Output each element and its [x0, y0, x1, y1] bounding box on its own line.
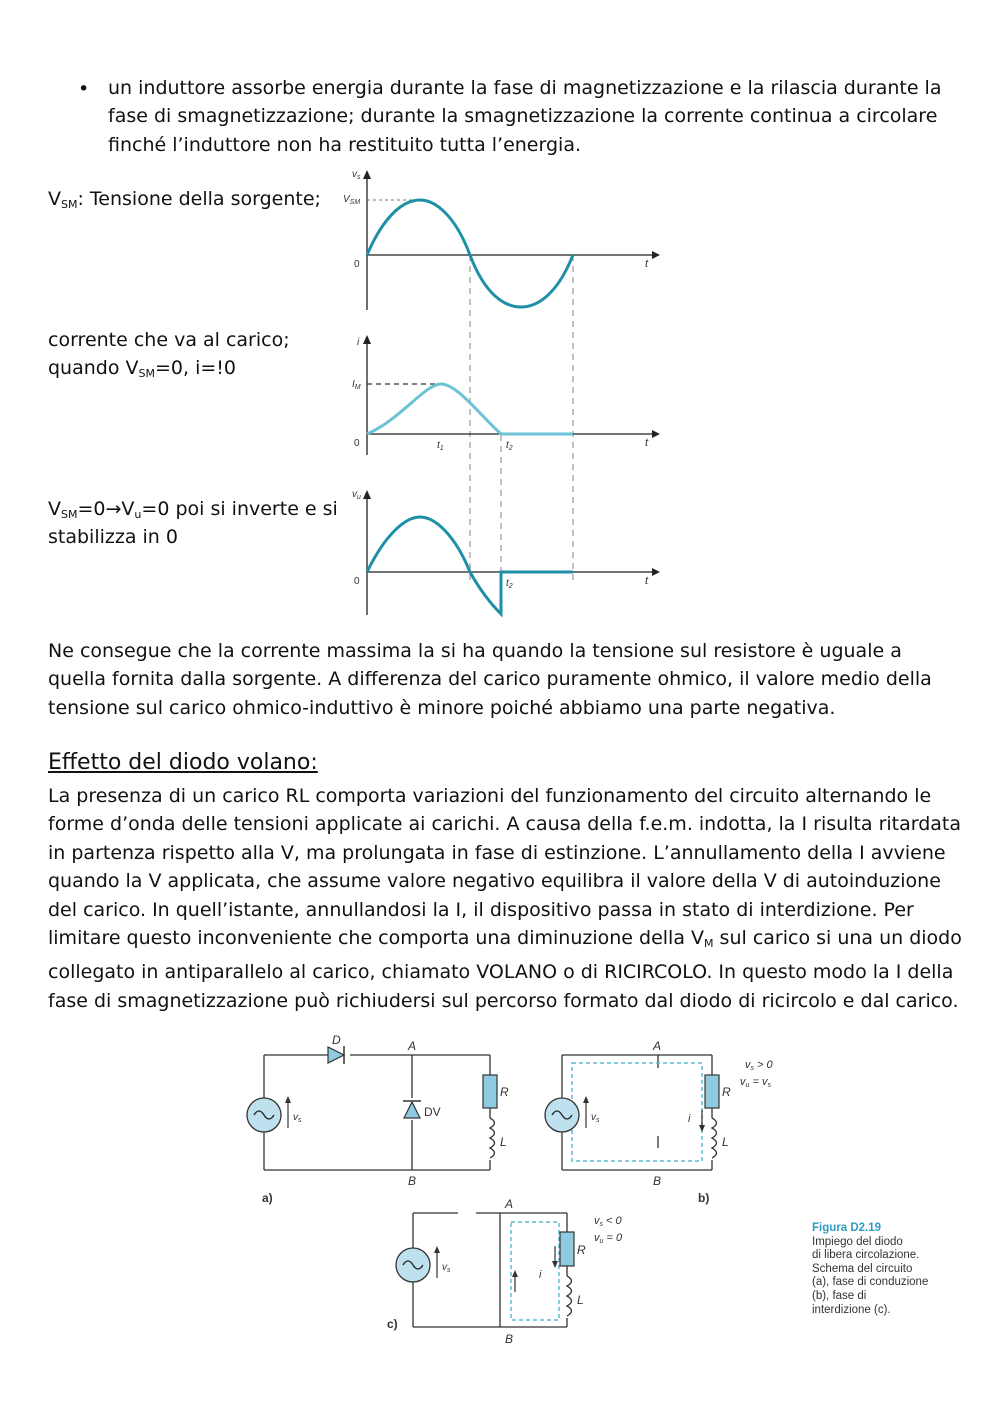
svg-text:t1: $t_1$ [437, 440, 444, 452]
figure-caption-title: Figura D2.19 [812, 1222, 882, 1234]
svg-text:vu = 0: vu = 0 [594, 1232, 623, 1245]
circuit-a-labels [262, 1033, 509, 1205]
circuit-b-parts [545, 1075, 719, 1158]
figure-caption [812, 1222, 972, 1317]
svg-text:L: L [722, 1135, 729, 1149]
svg-text:0: 0 [354, 438, 360, 449]
svg-text:vu: $v_u$ [352, 489, 361, 501]
svg-text:B: B [408, 1174, 417, 1188]
svg-text:i: i [357, 337, 360, 348]
svg-text:vs: $v_s$ [293, 1112, 302, 1124]
svg-text:R: R [577, 1243, 586, 1257]
paragraph-conclusion: Ne consegue che la corrente massima la si ha quando la tensione sul resistore è uguale a quella fornita dalla sorgente. A differenza del carico puramente ohmico, il valore medio della tensione sul carico ohmico-induttivo è minore poiché abbiamo una parte negativa. [48, 640, 932, 719]
svg-text:vs: $v_s$ [442, 1262, 451, 1274]
source-voltage-plot [343, 169, 660, 310]
waveform-diagram [330, 165, 670, 620]
label-load-current-2: quando $V_{SM}=0$, i=!0 [48, 357, 236, 380]
figure-caption-line: interdizione (c). [812, 1303, 891, 1316]
load-current-plot [352, 335, 660, 455]
svg-text:0: 0 [354, 576, 360, 587]
svg-text:vs > 0: vs > 0 [745, 1059, 773, 1072]
figure-caption-line: (a), fase di conduzione [812, 1276, 929, 1289]
svg-text:D: D [332, 1033, 341, 1047]
circuit-c-parts [396, 1232, 574, 1316]
svg-text:A: A [408, 1039, 417, 1053]
svg-text:t: t [645, 575, 649, 587]
svg-text:t2: $t_2$ [506, 578, 513, 590]
svg-text:IM: $I_M$ [352, 379, 361, 391]
svg-text:vs: $v_s$ [352, 169, 361, 181]
figure-caption-line: Impiego del diodo [812, 1235, 903, 1248]
output-voltage-plot [352, 489, 660, 615]
svg-text:B: B [505, 1332, 514, 1346]
circuit-c-current-loop [511, 1222, 559, 1320]
svg-text:0: 0 [354, 259, 360, 270]
label-output-voltage-1: $V_{SM}=0\to V_u=0$ poi si inverte e si [48, 498, 338, 521]
svg-text:A: A [505, 1197, 514, 1211]
paragraph-flyback-diode: La presenza di un carico RL comporta variazioni del funzionamento del circuito alternando le forme d’onda delle tensioni applicate ai carichi. A causa della f.e.m. indotta, la I risulta ritardata in partenza rispetto alla V, ma prolungata in fase di estinzione. L’annullamento della I avviene quando la V applicata, che assume valore negativo equilibra il valore della V di autoinduzione del carico. In quell’istante, annullandosi la I, il dispositivo passa in stato di interdizione. Per limitare questo inconveniente che comporta una diminuzione della $V_M$ sul carico si una un diodo collegato in antiparallelo al carico, chiamato VOLANO o di RICIRCOLO. In questo modo la I della fase di smagnetizzazione può richiudersi sul percorso formato dal diodo di ricircolo e dal carico. [48, 785, 962, 1012]
svg-text:A: A [653, 1039, 662, 1053]
svg-text:c): c) [387, 1317, 398, 1331]
circuit-diagrams [240, 1030, 800, 1350]
circuit-a-parts [247, 1046, 497, 1158]
svg-text:VSM: $V_{SM}$ [343, 194, 361, 206]
bullet-text: un induttore assorbe energia durante la fase di magnetizzazione e la rilascia durante la fase di smagnetizzazione; durante la smagnetizzazione la corrente continua a circolare finché l’induttore non ha restituito tutta l’energia. [108, 77, 942, 156]
svg-text:L: L [500, 1135, 507, 1149]
svg-text:vs: $v_s$ [591, 1112, 600, 1124]
circuit-b-labels [591, 1039, 774, 1205]
svg-text:t2: $t_2$ [506, 440, 513, 452]
svg-text:vu = vs: vu = vs [740, 1076, 771, 1089]
figure-caption-line: (b), fase di [812, 1289, 867, 1302]
svg-text:t: t [645, 437, 649, 449]
svg-text:b): b) [698, 1191, 710, 1205]
circuit-c [413, 1213, 567, 1327]
label-source-voltage: $V_{SM}$: Tensione della sorgente; [48, 188, 321, 211]
svg-text:L: L [577, 1293, 584, 1307]
figure-caption-line: di libera circolazione. [812, 1249, 920, 1262]
svg-text:B: B [653, 1174, 662, 1188]
label-output-voltage-2: stabilizza in 0 [48, 526, 178, 548]
figure-caption-line: Schema del circuito [812, 1262, 913, 1275]
bullet-symbol: • [78, 78, 90, 100]
svg-text:R: R [500, 1085, 509, 1099]
svg-text:DV: DV [424, 1105, 441, 1119]
section-heading: Effetto del diodo volano: [48, 750, 318, 775]
svg-text:t: t [645, 258, 649, 270]
label-load-current-1: corrente che va al carico; [48, 329, 290, 351]
svg-text:i: i [539, 1269, 542, 1281]
svg-text:a): a) [262, 1191, 273, 1205]
svg-text:R: R [722, 1085, 731, 1099]
svg-text:i: i [688, 1113, 691, 1125]
svg-text:vs < 0: vs < 0 [594, 1215, 622, 1228]
